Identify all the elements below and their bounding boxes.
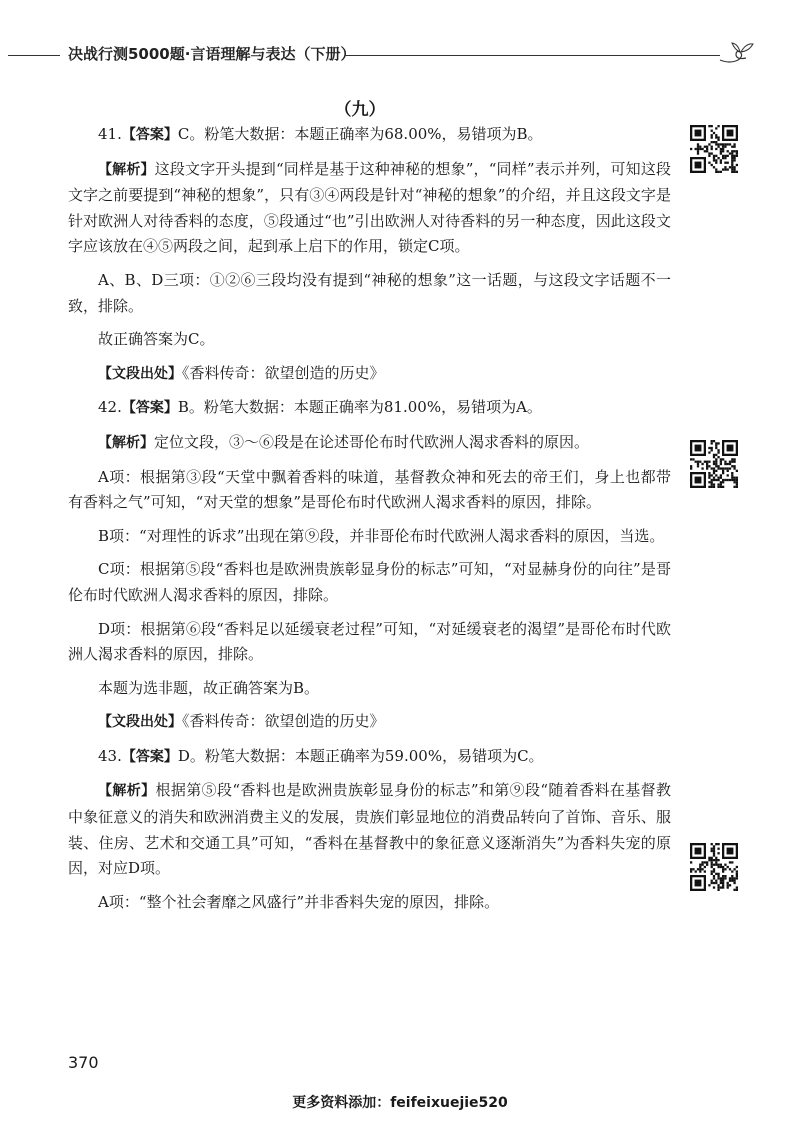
- footer-note: 更多资料添加：feifeixuejie520: [292, 1095, 508, 1111]
- q41-answer-tag: 【答案】: [121, 127, 178, 143]
- q43-analysis-text: 根据第⑤段“香料也是欧洲贵族彰显身份的标志”和第⑨段“随着香料在基督教中象征意义的消失和欧洲消费主义的发展，贵族们彰显地位的消费品转向了首饰、音乐、服装、住房、艺术和交通工具”可知，“香料在基督教中的象征意义逐渐消失”为香料失宠的原因，对应D项。: [68, 781, 672, 878]
- q42-option-c: C项：根据第⑤段“香料也是欧洲贵族彰显身份的标志”可知，“对显赫身份的向往”是哥伦布时代欧洲人渴求香料的原因，排除。: [68, 560, 671, 604]
- answer-content: [68, 122, 671, 923]
- q42-option-d: D项：根据第⑥段“香料足以延缓衰老过程”可知，“对延缓衰老的渴望”是哥伦布时代欧洲人渴求香料的原因，排除。: [68, 619, 671, 664]
- q42-option-a: A项：根据第③段“天堂中飘着香料的味道，基督教众神和死去的帝王们，身上也都带有香料之气”可知，“对天堂的想象”是哥伦布时代欧洲人渴求香料的原因，排除。: [68, 467, 671, 512]
- q43-answer: [68, 744, 671, 771]
- section-title: （九）: [334, 100, 386, 120]
- header-rule-right: [345, 55, 720, 56]
- q42-answer-tag: 【答案】: [121, 400, 178, 417]
- page-number: 370: [68, 1053, 99, 1072]
- header-title: 决战行测5000题·言语理解与表达（下册）: [68, 45, 356, 63]
- q42-answer-text: B。粉笔大数据：本题正确率为81.00%，易错项为A。: [177, 398, 542, 417]
- header-rule-left: [8, 55, 60, 56]
- q43-number: 43.: [98, 746, 122, 765]
- q42-analysis-tag: 【解析】: [98, 434, 154, 451]
- running-header: [0, 40, 800, 70]
- q42-number: 42.: [98, 398, 122, 417]
- q43-option-a: A项：“整个社会奢靡之风盛行”并非香料失宠的原因，排除。: [98, 892, 500, 911]
- q43-analysis: [68, 778, 671, 881]
- q42-analysis-text: 定位文段，③～⑥段是在论述哥伦布时代欧洲人渴求香料的原因。: [154, 432, 590, 451]
- q41-number: 41.: [98, 125, 122, 143]
- q41-source: [68, 361, 671, 388]
- q41-analysis-text: 这段文字开头提到“同样是基于这种神秘的想象”，“同样”表示并列，可知这段文字之前要提到“神秘的想象”，只有③④两段是针对“神秘的想象”的介绍，并且这段文字是针对欧洲人对待香料的态度，⑤段通过“也”引出欧洲人对待香料的另一种态度，因此这段文字应该放在④⑤两段之间，起到承上启下的作用，锁定C项。: [68, 159, 671, 256]
- q41-analysis: [68, 157, 671, 260]
- qr-code-icon[interactable]: [690, 125, 738, 173]
- q41-source-text: 《香料传奇：欲望创造的历史》: [182, 363, 385, 382]
- sprout-icon: [718, 40, 758, 66]
- q43-answer-tag: 【答案】: [121, 748, 178, 765]
- q41-answer: [68, 122, 671, 149]
- q41-option-abd: A、B、D三项：①②⑥三段均没有提到“神秘的想象”这一话题，与这段文字话题不一致，排除。: [68, 270, 671, 315]
- q42-source: [68, 709, 671, 736]
- q42-analysis: [68, 430, 671, 457]
- q41-source-tag: 【文段出处】: [98, 365, 182, 382]
- q42-option-b: B项：“对理性的诉求”出现在第⑨段，并非哥伦布时代欧洲人渴求香料的原因，当选。: [98, 526, 665, 545]
- q41-analysis-tag: 【解析】: [98, 161, 155, 178]
- q43-answer-text: D。粉笔大数据：本题正确率为59.00%，易错项为C。: [177, 746, 544, 765]
- qr-code-icon[interactable]: [690, 843, 738, 891]
- q43-analysis-tag: 【解析】: [98, 783, 156, 800]
- q41-answer-text: C。粉笔大数据：本题正确率为68.00%，易错项为B。: [177, 125, 543, 143]
- q42-source-text: 《香料传奇：欲望创造的历史》: [182, 712, 385, 731]
- q42-final: 本题为选非题，故正确答案为B。: [98, 678, 320, 697]
- qr-code-icon[interactable]: [690, 440, 738, 488]
- q41-final: 故正确答案为C。: [98, 330, 215, 349]
- q42-source-tag: 【文段出处】: [98, 714, 182, 731]
- q42-answer: [68, 395, 671, 422]
